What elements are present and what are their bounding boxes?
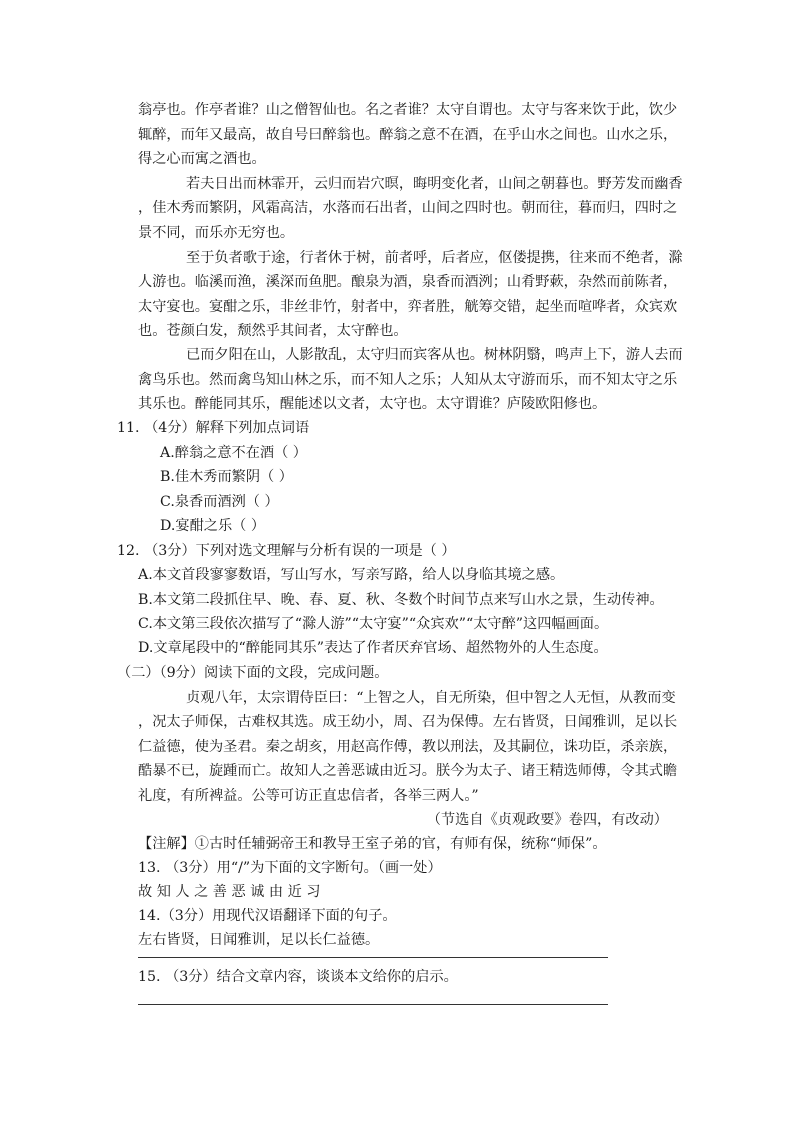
- question-12-option-c: C.本文第三段依次描写了“滁人游”“太守宴”“众宾欢”“太守醉”这四幅画面。: [138, 616, 609, 632]
- answer-line-15[interactable]: [138, 1004, 608, 1005]
- passage2-line: 礼度，有所裨益。公等可访正直忠信者，各举三两人。”: [138, 788, 479, 804]
- source-citation: （节选自《贞观政要》卷四，有改动）: [426, 812, 668, 828]
- question-12-option-a: A.本文首段寥寥数语，写山写水，写亲写路，给人以身临其境之感。: [138, 567, 565, 583]
- passage2-line: ，况太子师保，古难权其选。成王幼小，周、召为保傅。左右皆贤，日闻雅训，足以长: [138, 714, 678, 730]
- question-15-stem: 15. （3分）结合文章内容，谈谈本文给你的启示。: [138, 969, 458, 985]
- question-14-text: 左右皆贤，日闻雅训，足以长仁益德。: [138, 932, 380, 948]
- passage-line: 其乐也。醉能同其乐，醒能述以文者，太守也。太守谓谁？庐陵欧阳修也。: [138, 396, 607, 412]
- question-14-stem: 14.（3分）用现代汉语翻译下面的句子。: [138, 908, 397, 924]
- question-12-option-b: B.本文第二段抓住早、晚、春、夏、秋、冬数个时间节点来写山水之景，生动传神。: [138, 592, 664, 608]
- answer-line-14[interactable]: [138, 957, 608, 958]
- question-12-stem: 12. （3分）下列对选文理解与分析有误的一项是（ ）: [117, 543, 456, 559]
- question-11-stem: 11. （4分）解释下列加点词语: [117, 420, 310, 436]
- question-11-option-b: B.佳木秀而繁阴（ ）: [160, 469, 293, 485]
- passage-line: 若夫日出而林霏开，云归而岩穴暝，晦明变化者，山间之朝暮也。野芳发而幽香: [186, 176, 683, 192]
- passage-line: 也。苍颜白发，颓然乎其间者，太守醉也。: [138, 323, 408, 339]
- passage-line: 太守宴也。宴酣之乐，非丝非竹，射者中，弈者胜，觥筹交错，起坐而喧哗者，众宾欢: [138, 299, 678, 315]
- question-12-option-d: D.文章尾段中的“醉能同其乐”表达了作者厌弃官场、超然物外的人生态度。: [138, 640, 608, 656]
- passage-line: 已而夕阳在山，人影散乱，太守归而宾客从也。树林阴翳，鸣声上下，游人去而: [186, 347, 683, 363]
- passage-line: 景不同，而乐亦无穷也。: [138, 225, 295, 241]
- passage-line: 至于负者歌于途，行者休于树，前者呼，后者应，伛偻提携，往来而不绝者，滁: [186, 250, 683, 266]
- passage-line: 得之心而寓之酒也。: [138, 151, 266, 167]
- passage-line: ，佳木秀而繁阴，风霜高洁，水落而石出者，山间之四时也。朝而往，暮而归，四时之: [138, 200, 678, 216]
- question-13-text: 故 知 人 之 善 恶 诚 由 近 习: [138, 884, 321, 900]
- annotation-note: 【注解】①古时任辅弼帝王和教导王室子弟的官，有师有保，统称“师保”。: [138, 836, 607, 852]
- question-11-option-c: C.泉香而酒洌（ ）: [160, 494, 279, 510]
- passage-line: 人游也。临溪而渔，溪深而鱼肥。酿泉为酒，泉香而酒洌；山肴野蔌，杂然而前陈者，: [138, 274, 678, 290]
- passage-line: 辄醉，而年又最高，故自号曰醉翁也。醉翁之意不在酒，在乎山水之间也。山水之乐，: [138, 127, 678, 143]
- section-2-heading: （二）（9分）阅读下面的文段，完成问题。: [117, 665, 389, 681]
- question-11-option-a: A.醉翁之意不在酒（ ）: [160, 445, 307, 461]
- passage2-line: 仁益德，使为圣君。秦之胡亥，用赵高作傅，教以刑法，及其嗣位，诛功臣，杀亲族，: [138, 739, 678, 755]
- passage2-line: 酷暴不已，旋踵而亡。故知人之善恶诚由近习。朕今为太子、诸王精选师傅，令其式瞻: [138, 763, 678, 779]
- passage-line: 禽鸟乐也。然而禽鸟知山林之乐，而不知人之乐；人知从太守游而乐，而不知太守之乐: [138, 372, 678, 388]
- passage-line: 翁亭也。作亭者谁？山之僧智仙也。名之者谁？太守自谓也。太守与客来饮于此，饮少: [138, 102, 678, 118]
- passage2-line: 贞观八年，太宗谓侍臣曰：“上智之人，自无所染，但中智之人无恒，从教而变: [186, 690, 676, 706]
- question-13-stem: 13. （3分）用“/”为下面的文字断句。（画一处）: [138, 860, 442, 876]
- question-11-option-d: D.宴酣之乐（ ）: [160, 518, 266, 534]
